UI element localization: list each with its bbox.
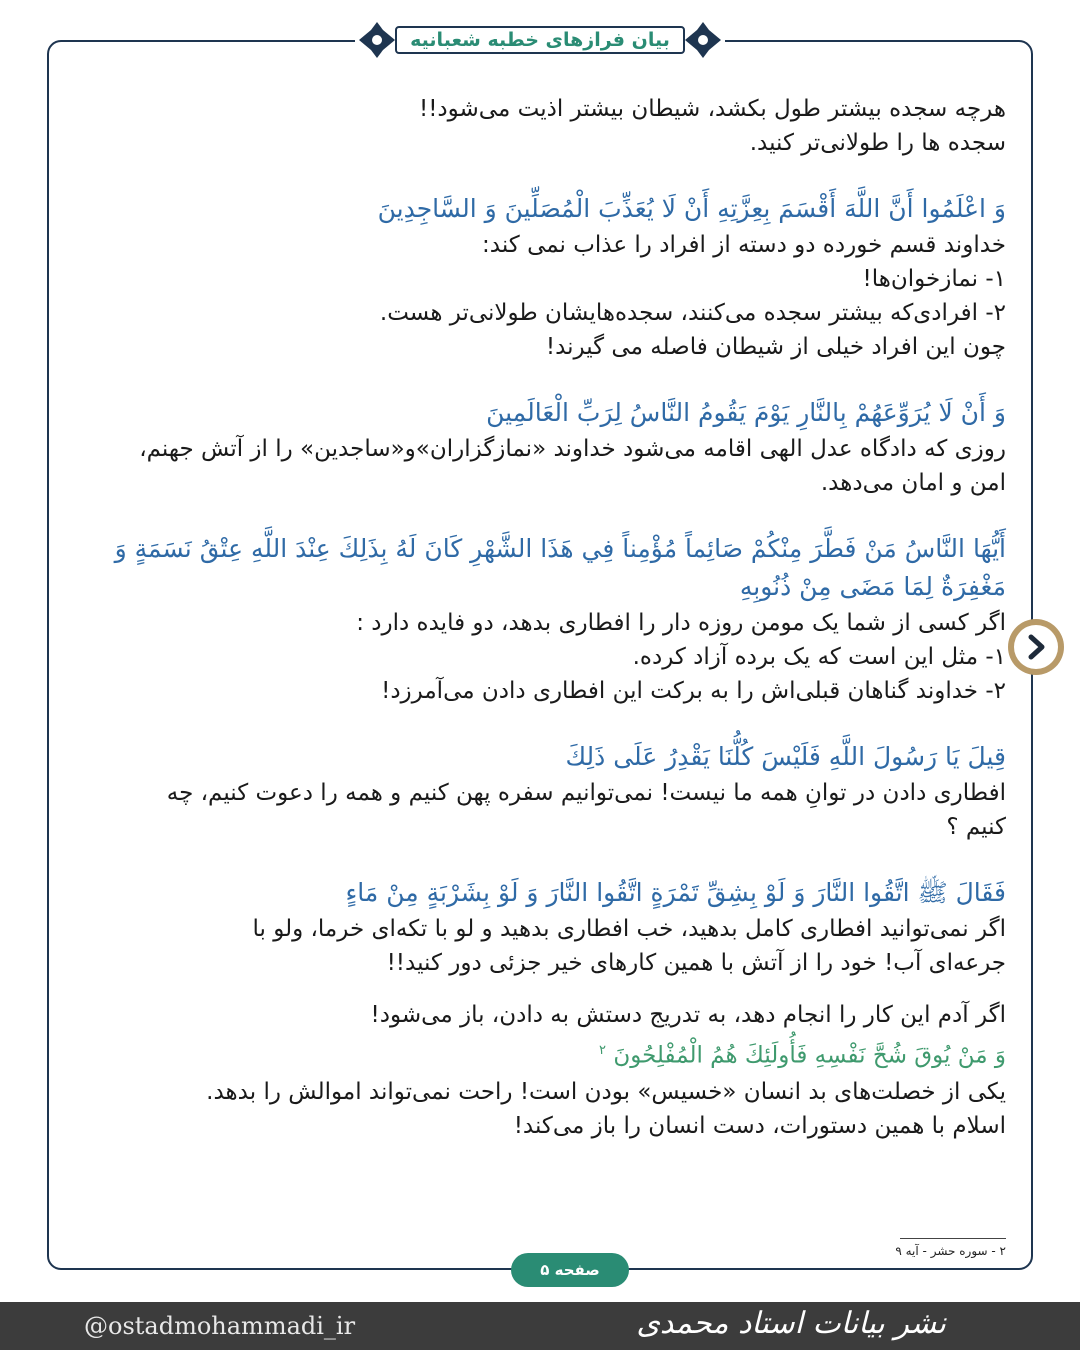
text-line: خداوند قسم خورده دو دسته از افراد را عذاب نمی کند: (482, 232, 1006, 258)
hadith-verse: مَغْفِرَةٌ لِمَا مَضَى مِنْ ذُنُوبِهِ (739, 572, 1006, 601)
text-line: ۱- مثل این است که یک برده آزاد کرده. (632, 644, 1006, 670)
text-line: اسلام با همین دستورات، دست انسان را باز می‌کند! (513, 1112, 1006, 1139)
quran-verse: وَ اعْلَمُوا أَنَّ اللَّهَ أَقْسَمَ بِعِزَّتِهِ أَنْ لَا يُعَذِّبَ الْمُصَلِّينَ وَ السَّاجِدِينَ (377, 194, 1006, 223)
text-line: اگر آدم این کار را انجام دهد، به تدریج دستش به دادن، باز می‌شود! (370, 1002, 1006, 1028)
page-number: صفحه ۵ (511, 1253, 629, 1287)
text-line: اگر کسی از شما یک مومن روزه دار را افطاری بدهد، دو فایده دارد : (356, 610, 1006, 636)
footnote-divider (900, 1238, 1006, 1239)
text-line: ۱- نمازخوان‌ها! (862, 266, 1006, 292)
brand-signature: نشر بیانات استاد محمدی (636, 1306, 946, 1341)
verse-text: وَ مَنْ يُوقَ شُحَّ نَفْسِهِ فَأُولَئِكَ هُمُ الْمُفْلِحُونَ (613, 1042, 1006, 1069)
text-line: سجده ها را طولانی‌تر کنید. (749, 130, 1006, 156)
hadith-verse: فَقَالَ ﷺ اتَّقُوا النَّارَ وَ لَوْ بِشِقِّ تَمْرَةٍ اتَّقُوا النَّارَ وَ لَوْ بِشَرْبَةٍ مِنْ مَاءٍ (345, 878, 1006, 907)
text-line: ۲- افرادی‌که بیشتر سجده می‌کنند، سجده‌هایشان طولانی‌تر هست. (379, 300, 1006, 326)
title-banner (355, 18, 725, 62)
text-line: کنیم ؟ (946, 814, 1006, 840)
footnote-ref: ۲ (599, 1043, 606, 1058)
ornament-left-icon (355, 18, 399, 62)
social-handle[interactable]: @ostadmohammadi_ir (84, 1312, 356, 1340)
hadith-verse: أَيُّهَا النَّاسُ مَنْ فَطَّرَ مِنْكُمْ صَائِماً مُؤْمِناً فِي هَذَا الشَّهْرِ كَانَ لَهُ بِذَلِكَ عِنْدَ اللَّهِ عِتْقُ نَسَمَةٍ وَ (114, 534, 1006, 563)
text-line: چون این افراد خیلی از شیطان فاصله می گیرند! (545, 334, 1006, 360)
next-page-button[interactable] (1008, 619, 1064, 675)
text-line: امن و امان می‌دهد. (820, 470, 1006, 496)
text-line: هرچه سجده بیشتر طول بکشد، شیطان بیشتر اذیت می‌شود!! (418, 96, 1006, 122)
chevron-right-icon (1021, 632, 1051, 662)
text-line: یکی از خصلت‌های بد انسان «خسیس» بودن است! راحت نمی‌تواند اموالش را بدهد. (206, 1078, 1006, 1105)
text-line: جرعه‌ای آب! خود را از آتش با همین کارهای خیر جزئی دور کنید!! (386, 950, 1006, 976)
text-line: اگر نمی‌توانید افطاری کامل بدهید، خب افطاری بدهید و لو با تکه‌ای خرما، ولو با (252, 916, 1006, 942)
footer-bar (0, 1302, 1080, 1350)
text-line: روزی که دادگاه عدل الهی اقامه می‌شود خداوند «نمازگزاران»و«ساجدین» را از آتش جهنم، (139, 436, 1006, 462)
text-line: ۲- خداوند گناهان قبلی‌اش را به برکت این افطاری دادن می‌آمرزد! (381, 678, 1006, 704)
footnote: ۲ - سوره حشر - آیه ۹ (895, 1244, 1006, 1258)
hadith-verse: قِيلَ يَا رَسُولَ اللَّهِ فَلَيْسَ كُلُّنَا يَقْدِرُ عَلَى ذَلِكَ (565, 742, 1006, 771)
quran-verse: وَ أَنْ لَا يُرَوِّعَهُمْ بِالنَّارِ يَوْمَ يَقُومُ النَّاسُ لِرَبِّ الْعَالَمِينَ (486, 398, 1006, 427)
quran-verse (72, 1032, 1006, 1075)
ornament-right-icon (681, 18, 725, 62)
text-line: افطاری دادن در توانِ همه ما نیست! نمی‌توانیم سفره پهن کنیم و همه را دعوت کنیم، چه (166, 780, 1006, 806)
article-body (72, 92, 1006, 1143)
page-title: بیان فرازهای خطبه شعبانیه (395, 26, 685, 54)
